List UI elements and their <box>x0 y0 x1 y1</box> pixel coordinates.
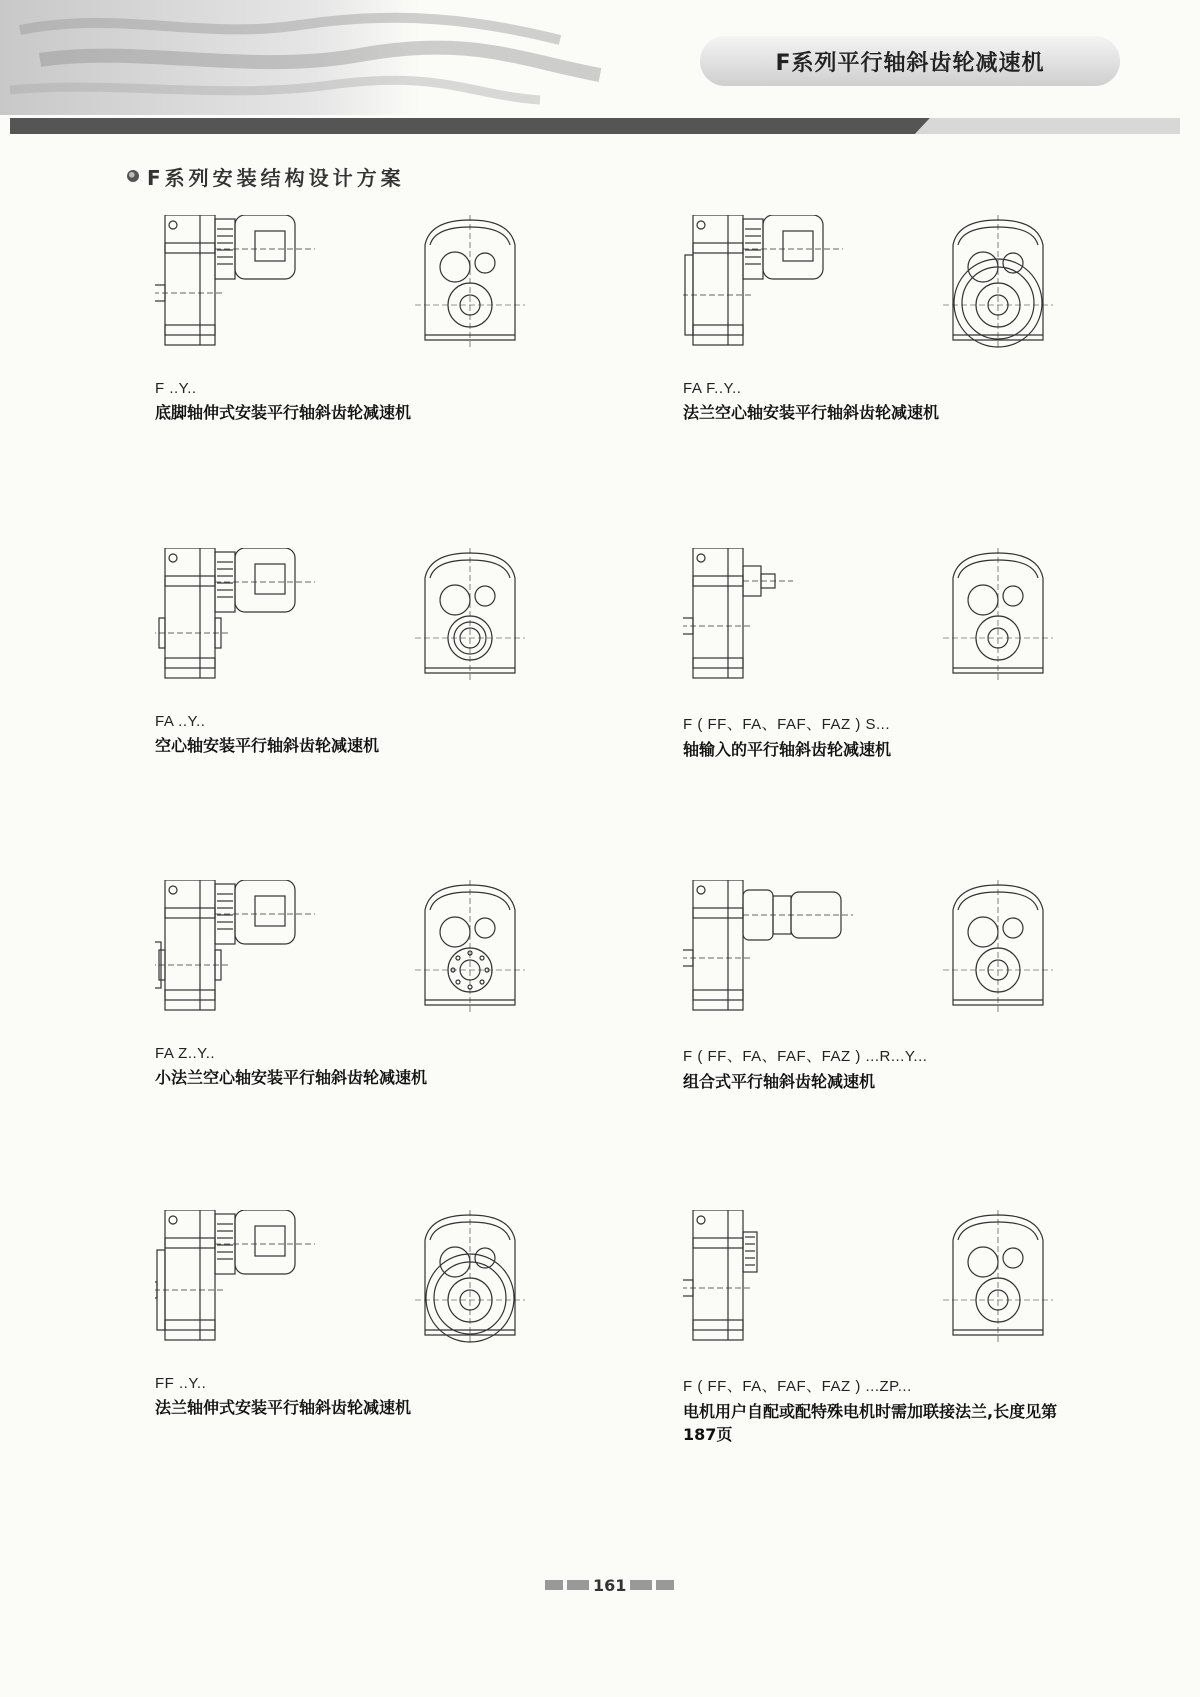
front-view-drawing <box>415 215 525 365</box>
drawings <box>155 1210 635 1360</box>
drawings <box>155 880 635 1030</box>
front-view-drawing <box>415 1210 525 1360</box>
page-number-decoration <box>656 1580 674 1590</box>
page-number-text: 161 <box>593 1575 627 1595</box>
page-number-decoration <box>545 1580 563 1590</box>
model-description: 空心轴安装平行轴斜齿轮减速机 <box>155 736 380 755</box>
front-view-drawing <box>943 1210 1053 1360</box>
drawings <box>683 548 1163 698</box>
item-f-y <box>155 215 635 424</box>
item-f-s <box>683 548 1163 761</box>
model-code: F ..Y.. <box>155 380 197 397</box>
model-description: 小法兰空心轴安装平行轴斜齿轮减速机 <box>155 1068 428 1087</box>
side-view-drawing <box>683 1210 883 1360</box>
model-description: 组合式平行轴斜齿轮减速机 <box>683 1072 876 1091</box>
model-code: F ( FF、FA、FAF、FAZ ) ...R...Y... <box>683 1048 928 1065</box>
front-view-drawing <box>415 880 525 1030</box>
item-fa-y <box>155 548 635 757</box>
side-view-drawing <box>155 548 355 698</box>
header-title: F系列平行轴斜齿轮减速机 <box>700 36 1120 86</box>
model-code: FA F..Y.. <box>683 380 742 397</box>
model-code: FA Z..Y.. <box>155 1045 216 1062</box>
drawings <box>683 1210 1163 1360</box>
side-view-drawing <box>683 548 883 698</box>
section-title: F系列安装结构设计方案 <box>147 165 405 190</box>
front-view-drawing <box>943 880 1053 1030</box>
model-code: F ( FF、FA、FAF、FAZ ) S... <box>683 716 891 733</box>
side-view-drawing <box>155 1210 355 1360</box>
side-view-drawing <box>683 880 883 1030</box>
model-description: 底脚轴伸式安装平行轴斜齿轮减速机 <box>155 403 412 422</box>
drawings <box>155 548 635 698</box>
drawings <box>683 215 1163 365</box>
header-banner <box>0 0 1200 140</box>
front-view-drawing <box>943 215 1053 365</box>
model-description: 法兰轴伸式安装平行轴斜齿轮减速机 <box>155 1398 412 1417</box>
side-view-drawing <box>155 880 355 1030</box>
item-f-zp <box>683 1210 1163 1446</box>
model-code: FF ..Y.. <box>155 1375 207 1392</box>
front-view-drawing <box>943 548 1053 698</box>
page-number <box>545 1574 674 1596</box>
front-view-drawing <box>415 548 525 698</box>
item-faz-y <box>155 880 635 1089</box>
model-description: 电机用户自配或配特殊电机时需加联接法兰,长度见第187页 <box>683 1402 1058 1444</box>
item-f-r-y <box>683 880 1163 1093</box>
page-number-decoration <box>567 1580 589 1590</box>
item-faf-y <box>683 215 1163 424</box>
drawings <box>683 880 1163 1030</box>
bullet-icon <box>127 170 139 182</box>
section-heading <box>127 160 405 192</box>
drawings <box>155 215 635 365</box>
model-description: 轴输入的平行轴斜齿轮减速机 <box>683 740 892 759</box>
page-number-decoration <box>630 1580 652 1590</box>
model-code: F ( FF、FA、FAF、FAZ ) ...ZP... <box>683 1378 912 1395</box>
side-view-drawing <box>683 215 883 365</box>
model-description: 法兰空心轴安装平行轴斜齿轮减速机 <box>683 403 940 422</box>
side-view-drawing <box>155 215 355 365</box>
model-code: FA ..Y.. <box>155 713 206 730</box>
item-ff-y <box>155 1210 635 1419</box>
